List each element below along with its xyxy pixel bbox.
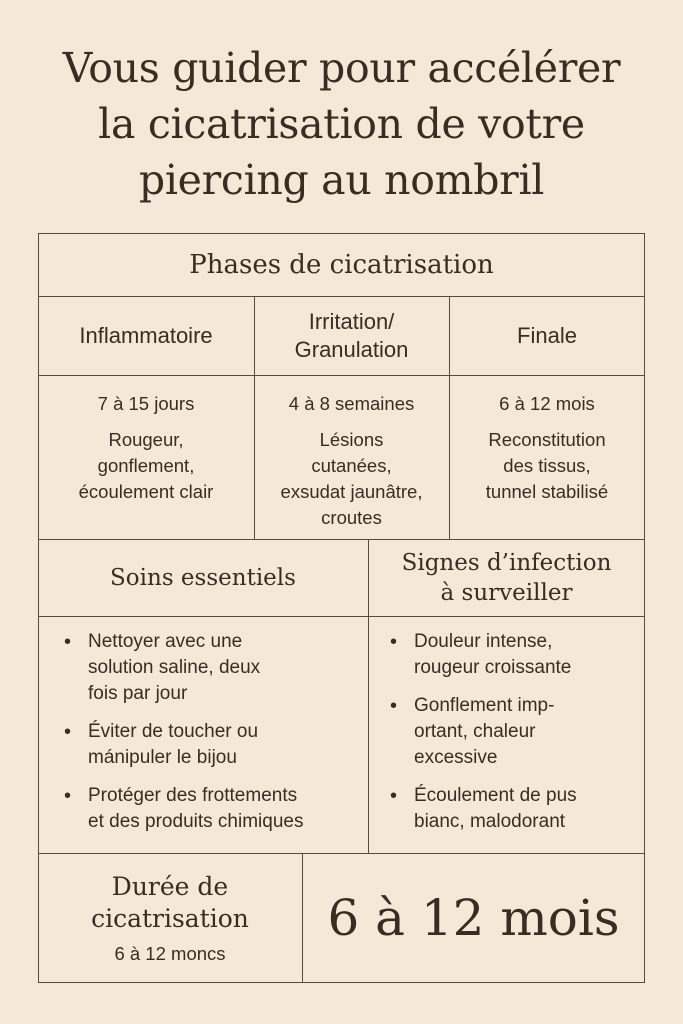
phases-heading: Phases de cicatrisation: [189, 249, 494, 280]
title-line: la cicatrisation de votre: [98, 100, 585, 148]
list-item: [388, 629, 638, 681]
phase-duration: 7 à 15 jours: [97, 393, 195, 414]
list-item-line: • Gonflement imp-: [414, 695, 555, 716]
phase-desc-line: Reconstitution: [488, 429, 606, 450]
phase-desc-line: des tissus,: [503, 455, 591, 476]
duration-value: 6 à 12 mois: [327, 889, 620, 947]
phase-name-line: Irritation/: [308, 308, 395, 334]
infection-heading-line: Signes d’infection: [401, 549, 612, 576]
title-line: Vous guider pour accélérer: [62, 44, 621, 92]
page-title: [0, 40, 683, 208]
phase-details-inflammatoire: [38, 375, 254, 539]
list-item-line: excessive: [414, 747, 498, 768]
divider: [38, 616, 645, 617]
list-item: [62, 783, 362, 835]
list-item-line: et des produits chimiques: [88, 811, 304, 832]
list-item-line: fois par jour: [88, 683, 188, 704]
phase-name-line: Inflammatoire: [79, 322, 213, 348]
list-item-line: solution saline, deux: [88, 657, 261, 678]
list-item: [388, 783, 638, 835]
infection-heading: [368, 539, 645, 616]
phase-details-finale: [449, 375, 645, 539]
list-item-line: rougeur croissante: [414, 657, 572, 678]
infection-list: [388, 629, 638, 847]
list-item: [62, 719, 362, 771]
phase-desc-line: exsudat jaunâtre,: [280, 481, 423, 502]
care-heading: Soins essentiels: [110, 564, 296, 591]
phase-desc-line: croutes: [321, 507, 382, 528]
list-item: [388, 693, 638, 771]
list-item-line: ortant, chaleur: [414, 721, 536, 742]
list-item-line: • Éviter de toucher ou: [88, 721, 259, 742]
list-item-line: • Écoulement de pus: [414, 785, 577, 806]
phase-desc-line: Lésions: [319, 429, 384, 450]
phase-desc-line: écoulement clair: [78, 481, 214, 502]
phase-name-inflammatoire: [38, 296, 254, 375]
phase-desc-line: gonflement,: [97, 455, 195, 476]
list-item-line: • Douleur intense,: [414, 631, 553, 652]
title-line: piercing au nombril: [138, 156, 545, 204]
duration-label-line: Durée de: [111, 872, 229, 901]
duration-label-cell: [38, 853, 302, 983]
duration-label-line: cicatrisation: [91, 904, 249, 933]
list-item-line: • Protéger des frottements: [88, 785, 298, 806]
list-item-line: bianc, malodorant: [414, 811, 566, 832]
phase-duration: 6 à 12 mois: [499, 393, 595, 414]
phase-name-line: Finale: [517, 322, 577, 348]
duration-value-cell: [302, 853, 645, 983]
infection-heading-line: à surveiller: [440, 579, 573, 606]
phase-name-granulation: [254, 296, 449, 375]
list-item-line: • Nettoyer avec une: [88, 631, 243, 652]
phase-desc-line: Rougeur,: [108, 429, 184, 450]
care-list: [62, 629, 362, 847]
phase-desc-line: tunnel stabilisé: [485, 481, 609, 502]
phase-desc-line: cutanées,: [311, 455, 392, 476]
phase-duration: 4 à 8 semaines: [288, 393, 415, 414]
phase-name-finale: [449, 296, 645, 375]
phase-name-line: Granulation: [294, 336, 409, 362]
list-item: [62, 629, 362, 707]
duration-subtext: 6 à 12 moncs: [114, 943, 226, 964]
list-item-line: mánipuler le bijou: [88, 747, 237, 768]
phase-details-granulation: [254, 375, 449, 539]
